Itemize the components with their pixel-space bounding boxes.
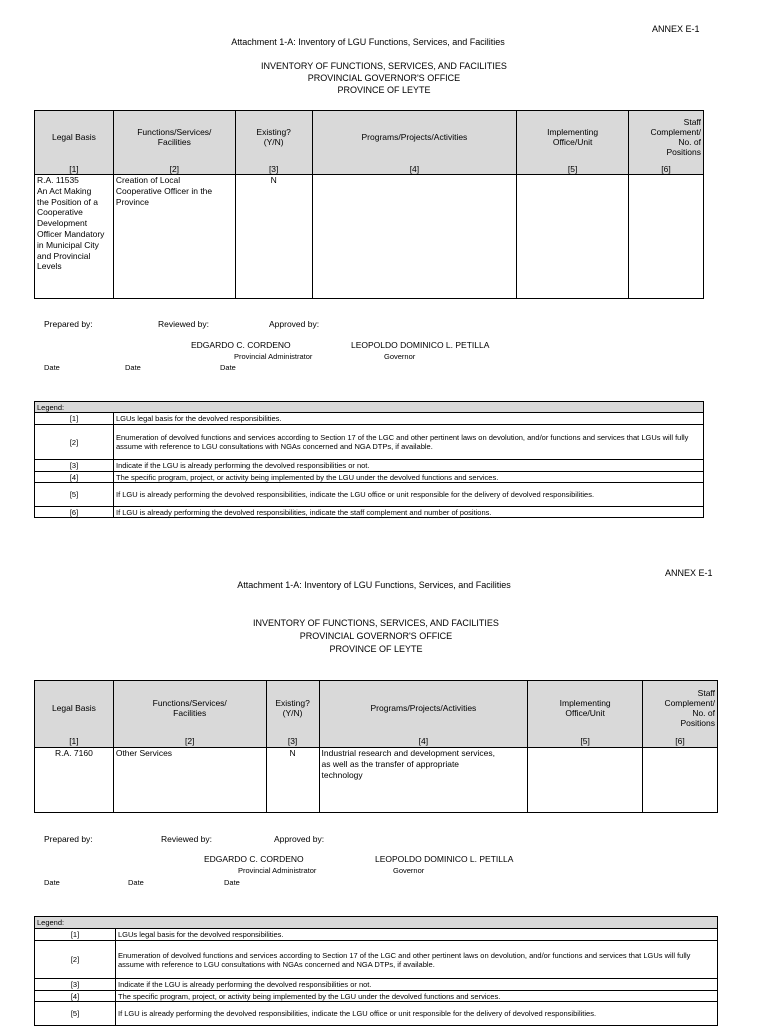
- inventory-heading: INVENTORY OF FUNCTIONS, SERVICES, AND FACILITIES: [253, 618, 499, 628]
- col-num-6: [6]: [629, 164, 704, 175]
- approver-title: Governor: [384, 352, 416, 361]
- cell-existing: N: [235, 175, 312, 299]
- inventory-heading: INVENTORY OF FUNCTIONS, SERVICES, AND FACILITIES: [261, 61, 507, 71]
- legend-title: Legend:: [35, 402, 704, 413]
- legend-table: [34, 916, 718, 1026]
- attachment-title: Attachment 1-A: Inventory of LGU Functions, Services, and Facilities: [237, 580, 511, 590]
- legend-title: Legend:: [35, 917, 718, 929]
- col-header-office: Implementing Office/Unit: [517, 111, 629, 164]
- reviewed-by-label: Reviewed by:: [158, 319, 210, 329]
- date-reviewed: Date: [128, 878, 144, 887]
- approved-by-label: Approved by:: [269, 319, 320, 329]
- col-header-staff: Staff Complement/ No. of Positions: [643, 681, 718, 736]
- legend-key-5: [5]: [35, 1002, 116, 1026]
- cell-existing: N: [266, 748, 319, 813]
- col-num-5: [5]: [528, 736, 643, 748]
- date-approved: Date: [220, 363, 236, 372]
- legend-text-1: LGUs legal basis for the devolved responsibilities.: [114, 413, 704, 425]
- cell-legal-basis: R.A. 11535 An Act Making the Position of a Cooperative Development Officer Mandatory in Municipal City and Provincial Levels: [35, 175, 114, 299]
- col-header-functions: Functions/Services/ Facilities: [113, 111, 235, 164]
- col-num-5: [5]: [517, 164, 629, 175]
- legend-key-5: [5]: [35, 483, 114, 507]
- legend-key-1: [1]: [35, 413, 114, 425]
- col-header-existing: Existing? (Y/N): [235, 111, 312, 164]
- cell-staff: [643, 748, 718, 813]
- legend-key-3: [3]: [35, 460, 114, 472]
- col-num-4: [4]: [312, 164, 517, 175]
- province-heading: PROVINCE OF LEYTE: [329, 644, 423, 654]
- legend-key-4: [4]: [35, 991, 116, 1002]
- cell-legal-basis: R.A. 7160: [35, 748, 114, 813]
- legend-key-1: [1]: [35, 929, 116, 941]
- col-header-staff: Staff Complement/ No. of Positions: [629, 111, 704, 164]
- col-header-programs: Programs/Projects/Activities: [319, 681, 528, 736]
- col-header-legal-basis: Legal Basis: [35, 111, 114, 164]
- province-heading: PROVINCE OF LEYTE: [337, 85, 431, 95]
- reviewer-title: Provincial Administrator: [238, 866, 317, 875]
- legend-key-6: [6]: [35, 507, 114, 518]
- col-num-3: [3]: [266, 736, 319, 748]
- col-header-functions: Functions/Services/ Facilities: [113, 681, 266, 736]
- cell-programs: Industrial research and development services, as well as the transfer of appropriate technology: [319, 748, 528, 813]
- legend-text-3: Indicate if the LGU is already performing the devolved responsibilities or not.: [114, 460, 704, 472]
- col-num-3: [3]: [235, 164, 312, 175]
- date-approved: Date: [224, 878, 240, 887]
- col-num-2: [2]: [113, 736, 266, 748]
- col-header-office: Implementing Office/Unit: [528, 681, 643, 736]
- col-num-1: [1]: [35, 736, 114, 748]
- date-prepared: Date: [44, 878, 60, 887]
- col-num-6: [6]: [643, 736, 718, 748]
- legend-key-4: [4]: [35, 472, 114, 483]
- cell-function: Creation of Local Cooperative Officer in the Province: [113, 175, 235, 299]
- col-num-4: [4]: [319, 736, 528, 748]
- col-header-programs: Programs/Projects/Activities: [312, 111, 517, 164]
- legend-text-3: Indicate if the LGU is already performing the devolved responsibilities or not.: [116, 979, 718, 991]
- reviewed-by-label: Reviewed by:: [161, 834, 213, 844]
- approver-title: Governor: [393, 866, 425, 875]
- legend-key-3: [3]: [35, 979, 116, 991]
- legend-text-2: Enumeration of devolved functions and services according to Section 17 of the LGC and other pertinent laws on devolution, and/or functions and services that LGUs will fully assume with reference to LGU consultations with NGAs concerned and NGA DTPs, if available.: [114, 425, 704, 460]
- cell-office: [528, 748, 643, 813]
- legend-text-5: If LGU is already performing the devolved responsibilities, indicate the LGU office or unit responsible for the delivery of devolved responsibilities.: [114, 483, 704, 507]
- prepared-by-label: Prepared by:: [44, 319, 93, 329]
- reviewer-name: EDGARDO C. CORDENO: [191, 340, 291, 350]
- col-num-1: [1]: [35, 164, 114, 175]
- office-heading: PROVINCIAL GOVERNOR'S OFFICE: [299, 631, 453, 641]
- cell-function: Other Services: [113, 748, 266, 813]
- legend-text-5: If LGU is already performing the devolved responsibilities, indicate the LGU office or unit responsible for the delivery of devolved responsibilities.: [116, 1002, 718, 1026]
- legend-key-2: [2]: [35, 425, 114, 460]
- legend-text-1: LGUs legal basis for the devolved responsibilities.: [116, 929, 718, 941]
- col-header-legal-basis: Legal Basis: [35, 681, 114, 736]
- approved-by-label: Approved by:: [274, 834, 325, 844]
- approver-name: LEOPOLDO DOMINICO L. PETILLA: [351, 340, 490, 350]
- annex-label: ANNEX E-1: [665, 568, 713, 578]
- office-heading: PROVINCIAL GOVERNOR'S OFFICE: [307, 73, 461, 83]
- legend-text-2: Enumeration of devolved functions and services according to Section 17 of the LGC and other pertinent laws on devolution, and/or functions and services that LGUs will fully assume with reference to LGU consultations with NGAs concerned and NGA DTPs, if available.: [116, 941, 718, 979]
- attachment-title: Attachment 1-A: Inventory of LGU Functions, Services, and Facilities: [231, 37, 505, 47]
- annex-label: ANNEX E-1: [652, 24, 700, 34]
- table-row: [35, 748, 718, 813]
- prepared-by-label: Prepared by:: [44, 834, 93, 844]
- date-prepared: Date: [44, 363, 60, 372]
- col-header-existing: Existing? (Y/N): [266, 681, 319, 736]
- col-num-2: [2]: [113, 164, 235, 175]
- legend-text-4: The specific program, project, or activity being implemented by the LGU under the devolved functions and services.: [114, 472, 704, 483]
- legend-key-2: [2]: [35, 941, 116, 979]
- legend-text-4: The specific program, project, or activity being implemented by the LGU under the devolved functions and services.: [116, 991, 718, 1002]
- approver-name: LEOPOLDO DOMINICO L. PETILLA: [375, 854, 514, 864]
- inventory-table: [34, 680, 718, 813]
- date-reviewed: Date: [125, 363, 141, 372]
- reviewer-title: Provincial Administrator: [234, 352, 313, 361]
- legend-text-6: If LGU is already performing the devolved responsibilities, indicate the staff complement and number of positions.: [114, 507, 704, 518]
- reviewer-name: EDGARDO C. CORDENO: [204, 854, 304, 864]
